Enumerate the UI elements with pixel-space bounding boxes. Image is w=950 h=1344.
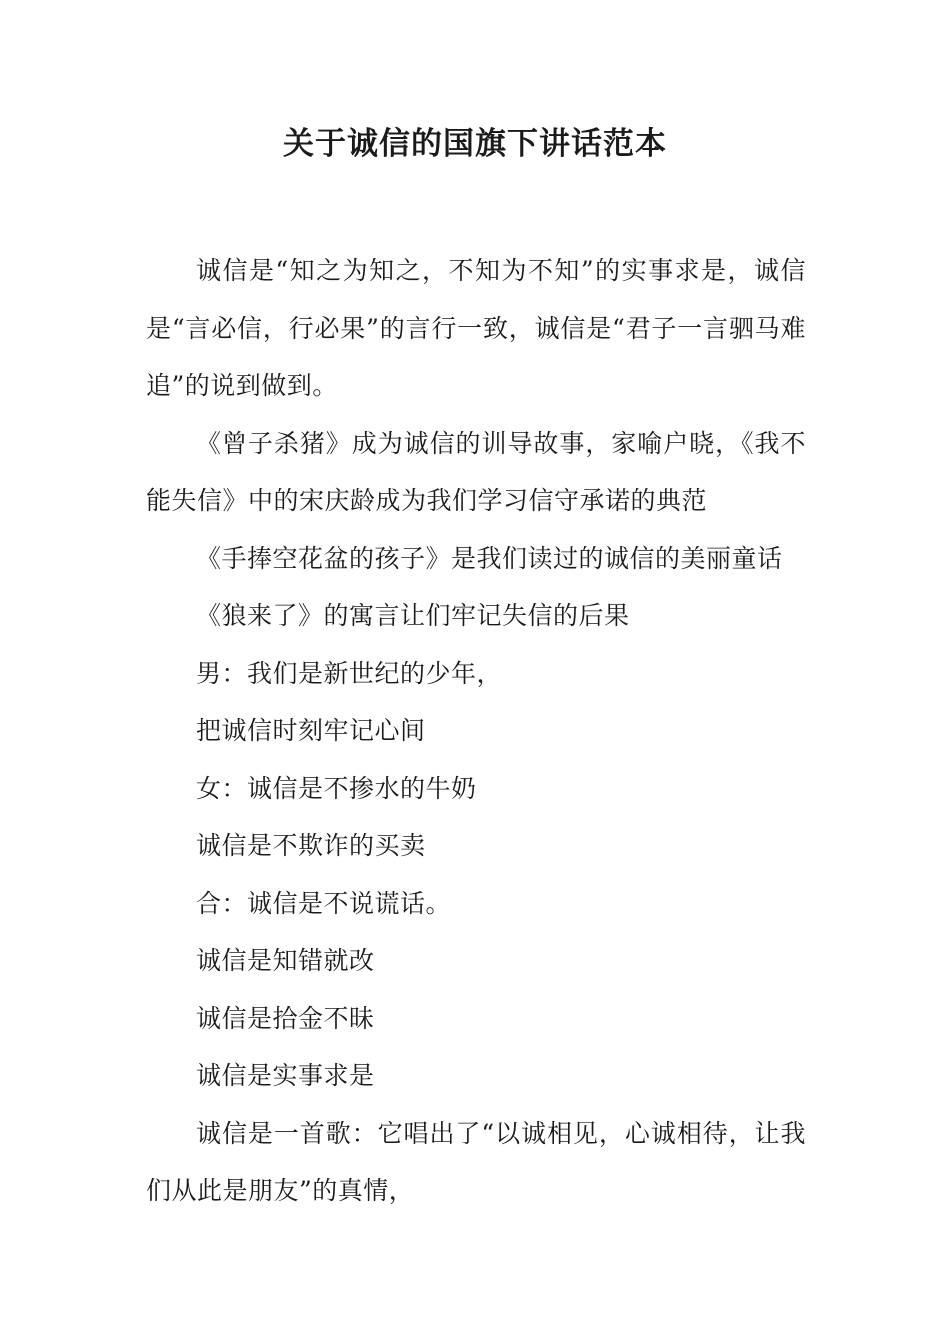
paragraph: 《曾子杀猪》成为诚信的训导故事，家喻户晓，《我不能失信》中的宋庆龄成为我们学习信守承诺的典范: [146, 428, 806, 515]
paragraph: 《手捧空花盆的孩子》是我们读过的诚信的美丽童话: [196, 543, 783, 573]
document-body: [146, 242, 806, 1220]
paragraph: 男：我们是新世纪的少年，: [196, 658, 503, 688]
paragraph: 诚信是实事求是: [196, 1061, 375, 1090]
paragraph: 诚信是拾金不昧: [196, 1003, 375, 1033]
paragraph: 诚信是不欺诈的买卖: [196, 831, 426, 860]
page-title: 关于诚信的国旗下讲话范本: [283, 126, 667, 162]
paragraph: 合：诚信是不说谎话。: [196, 888, 452, 918]
paragraph: 《狼来了》的寓言让们牢记失信的后果: [196, 601, 630, 630]
paragraph: 诚信是知错就改: [196, 946, 375, 975]
paragraph: 诚信是一首歌：它唱出了“以诚相见，心诚相待，让我们从此是朋友”的真情，: [146, 1118, 806, 1205]
paragraph: 把诚信时刻牢记心间: [196, 716, 426, 745]
paragraph: 女：诚信是不掺水的牛奶: [196, 773, 477, 803]
paragraph: 诚信是“知之为知之，不知为不知”的实事求是，诚信是“言必信，行必果”的言行一致，诚信是“君子一言驷马难追”的说到做到。: [146, 256, 806, 400]
